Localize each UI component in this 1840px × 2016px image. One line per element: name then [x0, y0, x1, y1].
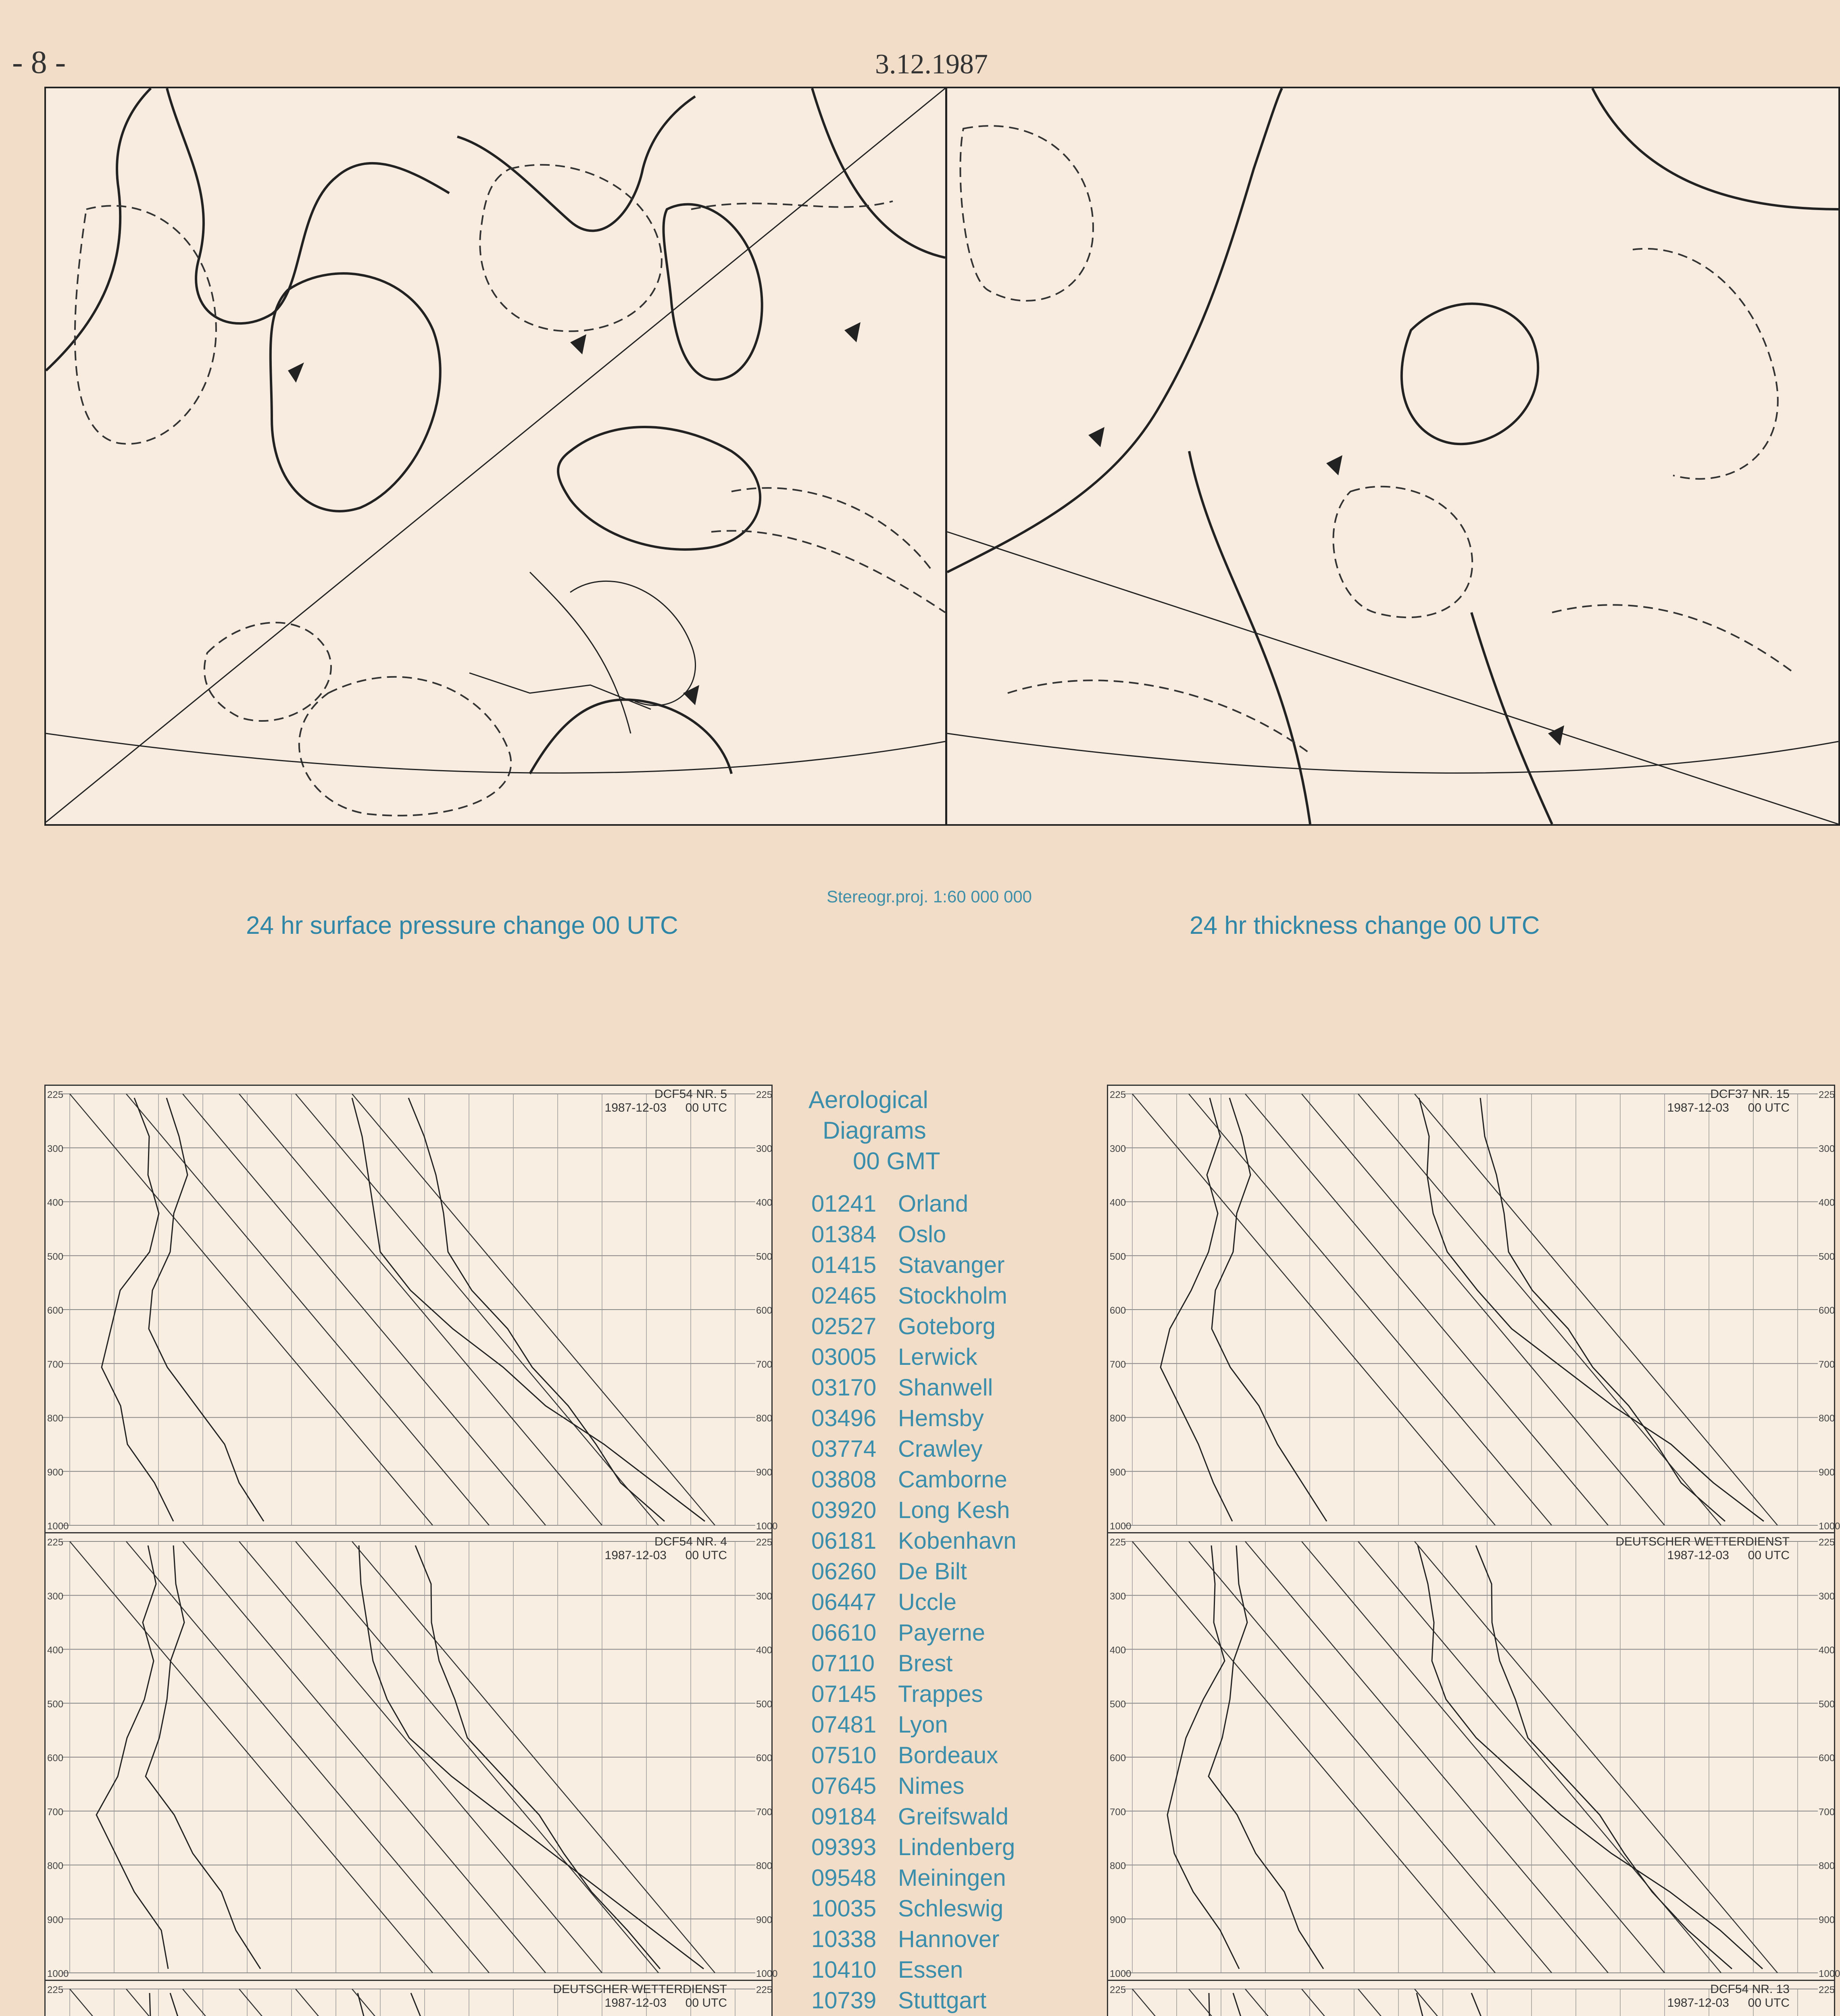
pressure-level-label: 800 — [1819, 1860, 1835, 1872]
diagram-date: 1987-12-03 — [604, 1996, 667, 2010]
station-name: Lyon — [898, 1712, 948, 1738]
page-date: 3.12.1987 — [875, 49, 988, 80]
station-item — [811, 1342, 1097, 1372]
pressure-level-label: 225 — [756, 1089, 773, 1100]
station-item — [811, 1311, 1097, 1342]
aerological-diagram-left-top — [44, 1085, 778, 1535]
station-legend — [806, 1085, 1097, 2016]
station-code: 01415 — [811, 1252, 877, 1278]
station-item — [811, 1495, 1097, 1526]
pressure-level-label: 225 — [1819, 1985, 1835, 1995]
pressure-level-label: 225 — [1819, 1537, 1835, 1548]
station-name: Stockholm — [898, 1283, 1007, 1309]
pressure-level-label: 700 — [1819, 1359, 1835, 1370]
station-name: De Bilt — [898, 1558, 967, 1585]
diagram-date: 1987-12-03 — [1667, 1549, 1729, 1562]
diagram-date: 1987-12-03 — [1667, 1996, 1729, 2010]
station-code: 06260 — [811, 1558, 877, 1585]
pressure-level-label: 800 — [47, 1860, 64, 1872]
station-item — [811, 1464, 1097, 1495]
diagram-grid — [46, 1086, 778, 1533]
pressure-level-label: 225 — [47, 1089, 64, 1100]
pressure-level-label: 225 — [1110, 1537, 1126, 1548]
station-name: Meiningen — [898, 1865, 1006, 1891]
station-name: Lerwick — [898, 1344, 977, 1370]
station-name: Lindenberg — [898, 1834, 1015, 1860]
pressure-level-label: 225 — [756, 1537, 773, 1548]
pressure-level-label: 1000 — [1819, 1521, 1840, 1532]
diagram-label: DEUTSCHER WETTERDIENST — [1615, 1535, 1790, 1548]
pressure-level-label: 800 — [47, 1413, 64, 1424]
pressure-level-label: 800 — [756, 1860, 773, 1872]
pressure-level-label: 300 — [756, 1591, 773, 1602]
pressure-level-label: 1000 — [756, 1521, 778, 1532]
page-number: - 8 - — [12, 45, 66, 80]
pressure-level-label: 700 — [1819, 1806, 1835, 1818]
projection-note: Stereogr.proj. 1:60 000 000 — [827, 887, 1032, 906]
pressure-level-label: 300 — [1110, 1591, 1126, 1602]
station-item — [811, 1679, 1097, 1710]
station-name: Trappes — [898, 1681, 983, 1707]
station-item — [811, 1250, 1097, 1281]
station-code: 07110 — [811, 1650, 875, 1677]
station-name: Stavanger — [898, 1252, 1005, 1278]
pressure-level-label: 1000 — [47, 1968, 69, 1979]
diagram-time: 00 UTC — [1748, 1549, 1790, 1562]
station-name: Shanwell — [898, 1375, 993, 1401]
station-code: 02465 — [811, 1283, 877, 1309]
pressure-level-label: 600 — [756, 1305, 773, 1316]
station-name: Orland — [898, 1191, 969, 1217]
station-code: 06610 — [811, 1620, 877, 1646]
pressure-level-label: 500 — [756, 1699, 773, 1710]
pressure-level-label: 700 — [47, 1806, 64, 1818]
diagram-grid — [1108, 1086, 1840, 1533]
diagram-time: 00 UTC — [1748, 1101, 1790, 1114]
station-name: Hannover — [898, 1926, 1000, 1952]
pressure-level-label: 900 — [47, 1467, 64, 1478]
pressure-level-label: 900 — [756, 1467, 773, 1478]
pressure-level-label: 400 — [1819, 1197, 1835, 1208]
station-name: Payerne — [898, 1620, 986, 1646]
diagram-label: DCF37 NR. 15 — [1710, 1087, 1790, 1101]
station-name: Brest — [898, 1650, 953, 1677]
station-item — [811, 1924, 1097, 1955]
station-name: Goteborg — [898, 1313, 996, 1339]
diagram-label: DCF54 NR. 13 — [1710, 1983, 1790, 1996]
legend-subtitle: Diagrams — [823, 1117, 926, 1144]
station-item — [811, 1587, 1097, 1618]
aerological-diagram-left-bottom — [44, 1980, 773, 2016]
pressure-level-label: 700 — [1110, 1359, 1126, 1370]
station-code: 06181 — [811, 1528, 877, 1554]
pressure-level-label: 700 — [756, 1806, 773, 1818]
station-item — [811, 1771, 1097, 1801]
pressure-level-label: 400 — [756, 1197, 773, 1208]
diagram-time: 00 UTC — [1748, 1996, 1790, 2010]
station-code: 02527 — [811, 1313, 877, 1339]
station-code: 01241 — [811, 1191, 877, 1217]
station-item — [811, 1955, 1097, 1985]
diagram-time: 00 UTC — [685, 1549, 727, 1562]
station-name: Oslo — [898, 1221, 946, 1248]
station-name: Nimes — [898, 1773, 965, 1799]
diagram-grid — [1108, 1533, 1840, 1981]
pressure-level-label: 1000 — [1110, 1968, 1132, 1979]
station-item — [811, 1434, 1097, 1464]
station-item — [811, 1403, 1097, 1434]
pressure-level-label: 300 — [47, 1143, 64, 1154]
pressure-level-label: 600 — [1819, 1305, 1835, 1316]
pressure-level-label: 800 — [756, 1413, 773, 1424]
diagram-label: DCF54 NR. 4 — [654, 1535, 727, 1548]
pressure-level-label: 800 — [1110, 1413, 1126, 1424]
station-name: Camborne — [898, 1466, 1007, 1493]
station-name: Schleswig — [898, 1895, 1004, 1922]
station-code: 07145 — [811, 1681, 877, 1707]
pressure-level-label: 700 — [47, 1359, 64, 1370]
pressure-level-label: 400 — [1110, 1645, 1126, 1656]
station-item — [811, 1740, 1097, 1771]
station-code: 07481 — [811, 1712, 877, 1738]
right-map-caption: 24 hr thickness change 00 UTC — [1190, 912, 1540, 939]
pressure-level-label: 800 — [1819, 1413, 1835, 1424]
pressure-level-label: 400 — [47, 1645, 64, 1656]
station-item — [811, 1219, 1097, 1250]
pressure-level-label: 400 — [1110, 1197, 1126, 1208]
pressure-level-label: 900 — [1819, 1467, 1835, 1478]
pressure-level-label: 500 — [756, 1251, 773, 1262]
pressure-level-label: 900 — [47, 1914, 64, 1926]
station-code: 03005 — [811, 1344, 877, 1370]
pressure-level-label: 500 — [1819, 1251, 1835, 1262]
station-item — [811, 1832, 1097, 1863]
pressure-level-label: 300 — [756, 1143, 773, 1154]
aerological-diagram-right-mid — [1107, 1532, 1840, 1982]
station-item — [811, 1618, 1097, 1648]
pressure-level-label: 700 — [1110, 1806, 1126, 1818]
station-item — [811, 1281, 1097, 1311]
pressure-level-label: 500 — [1110, 1699, 1126, 1710]
pressure-level-label: 1000 — [47, 1521, 69, 1532]
pressure-level-label: 1000 — [1819, 1968, 1840, 1979]
station-item — [811, 1893, 1097, 1924]
aerological-diagram-right-top — [1107, 1085, 1840, 1535]
station-code: 10739 — [811, 1987, 877, 2014]
station-code: 10338 — [811, 1926, 877, 1952]
pressure-level-label: 1000 — [756, 1968, 778, 1979]
pressure-level-label: 700 — [756, 1359, 773, 1370]
pressure-level-label: 300 — [1110, 1143, 1126, 1154]
diagram-label: DEUTSCHER WETTERDIENST — [553, 1983, 727, 1996]
station-code: 03808 — [811, 1466, 877, 1493]
diagram-date: 1987-12-03 — [1667, 1101, 1729, 1114]
diagram-date: 1987-12-03 — [604, 1101, 667, 1114]
pressure-level-label: 500 — [1819, 1699, 1835, 1710]
station-code: 10035 — [811, 1895, 877, 1922]
diagram-time: 00 UTC — [685, 1996, 727, 2010]
pressure-level-label: 900 — [1110, 1914, 1126, 1926]
pressure-level-label: 500 — [47, 1251, 64, 1262]
pressure-level-label: 900 — [756, 1914, 773, 1926]
station-code: 09548 — [811, 1865, 877, 1891]
aerological-diagram-left-mid — [44, 1532, 778, 1982]
station-item — [811, 1556, 1097, 1587]
station-code: 03170 — [811, 1375, 877, 1401]
station-item — [811, 1189, 1097, 1219]
pressure-level-label: 225 — [1819, 1089, 1835, 1100]
pressure-level-label: 600 — [1110, 1753, 1126, 1764]
pressure-level-label: 500 — [1110, 1251, 1126, 1262]
pressure-level-label: 400 — [756, 1645, 773, 1656]
left-map-caption: 24 hr surface pressure change 00 UTC — [246, 912, 678, 939]
station-item — [811, 1985, 1097, 2016]
legend-title: Aerological — [809, 1086, 928, 1113]
diagram-time: 00 UTC — [685, 1101, 727, 1114]
diagram-date: 1987-12-03 — [604, 1549, 667, 1562]
station-name: Long Kesh — [898, 1497, 1010, 1523]
pressure-level-label: 225 — [1110, 1089, 1126, 1100]
pressure-level-label: 300 — [47, 1591, 64, 1602]
station-name: Hemsby — [898, 1405, 984, 1431]
pressure-level-label: 300 — [1819, 1143, 1835, 1154]
surface-pressure-change-map — [44, 87, 947, 826]
station-list — [806, 1189, 1097, 2016]
diagram-label: DCF54 NR. 5 — [654, 1087, 727, 1101]
pressure-level-label: 400 — [47, 1197, 64, 1208]
station-code: 10410 — [811, 1957, 877, 1983]
pressure-level-label: 600 — [47, 1753, 64, 1764]
station-code: 07510 — [811, 1742, 877, 1768]
pressure-level-label: 600 — [756, 1753, 773, 1764]
station-code: 09184 — [811, 1804, 877, 1830]
station-code: 09393 — [811, 1834, 877, 1860]
pressure-level-label: 600 — [1110, 1305, 1126, 1316]
pressure-level-label: 800 — [1110, 1860, 1126, 1872]
diagram-grid — [46, 1533, 778, 1981]
pressure-level-label: 1000 — [1110, 1521, 1132, 1532]
station-name: Stuttgart — [898, 1987, 987, 2014]
pressure-level-label: 225 — [47, 1537, 64, 1548]
thickness-change-map — [946, 87, 1840, 826]
station-item — [811, 1710, 1097, 1740]
station-code: 03774 — [811, 1436, 877, 1462]
station-name: Crawley — [898, 1436, 983, 1462]
pressure-level-label: 600 — [1819, 1753, 1835, 1764]
pressure-level-label: 225 — [1110, 1985, 1126, 1995]
legend-time: 00 GMT — [853, 1148, 940, 1175]
pressure-level-label: 225 — [47, 1985, 64, 1995]
station-code: 03920 — [811, 1497, 877, 1523]
pressure-level-label: 900 — [1819, 1914, 1835, 1926]
pressure-level-label: 500 — [47, 1699, 64, 1710]
station-item — [811, 1863, 1097, 1893]
aerological-diagram-right-bottom — [1107, 1980, 1835, 2016]
station-name: Greifswald — [898, 1804, 1009, 1830]
station-name: Kobenhavn — [898, 1528, 1017, 1554]
station-code: 06447 — [811, 1589, 877, 1615]
station-item — [811, 1648, 1097, 1679]
station-item — [811, 1801, 1097, 1832]
station-name: Essen — [898, 1957, 963, 1983]
pressure-level-label: 300 — [1819, 1591, 1835, 1602]
pressure-level-label: 225 — [756, 1985, 773, 1995]
station-code: 07645 — [811, 1773, 877, 1799]
pressure-level-label: 900 — [1110, 1467, 1126, 1478]
pressure-level-label: 400 — [1819, 1645, 1835, 1656]
station-item — [811, 1526, 1097, 1556]
station-code: 03496 — [811, 1405, 877, 1431]
pressure-level-label: 600 — [47, 1305, 64, 1316]
station-name: Bordeaux — [898, 1742, 998, 1768]
station-name: Uccle — [898, 1589, 957, 1615]
station-code: 01384 — [811, 1221, 877, 1248]
station-item — [811, 1372, 1097, 1403]
